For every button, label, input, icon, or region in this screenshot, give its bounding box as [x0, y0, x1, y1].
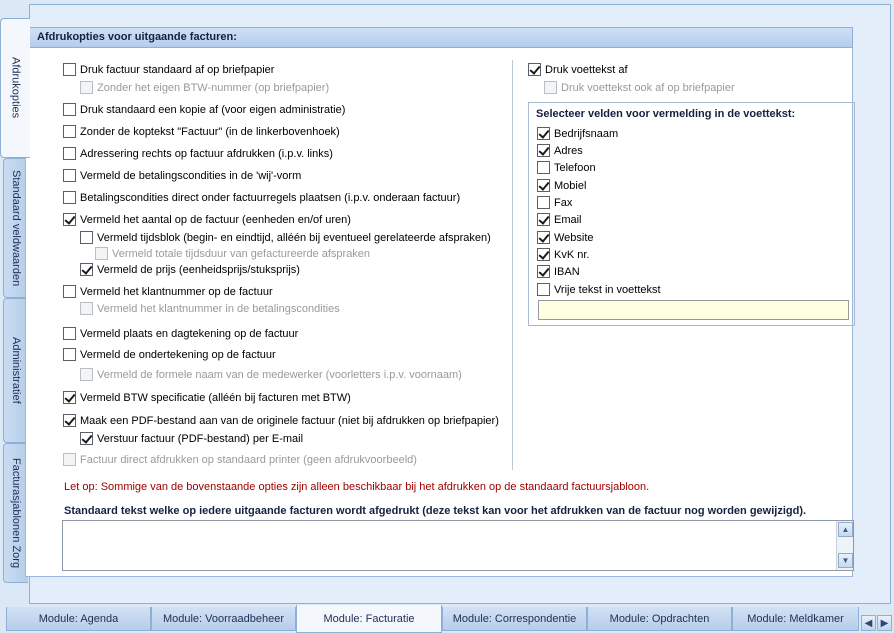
- checkbox-label: Vermeld tijdsblok (begin- en eindtijd, alléén bij eventueel gerelateerde afspraken): [97, 231, 491, 244]
- option-checkbox[interactable]: [63, 327, 298, 340]
- checkbox-unchecked: [63, 453, 76, 466]
- checkbox-checked[interactable]: [537, 144, 550, 157]
- checkbox-unchecked[interactable]: [63, 327, 76, 340]
- footer-field-checkbox[interactable]: [537, 265, 580, 278]
- module-tab-correspondentie[interactable]: [442, 607, 587, 631]
- checkbox-unchecked[interactable]: [80, 231, 93, 244]
- checkbox-label: Vermeld het klantnummer in de betalingscondities: [97, 302, 340, 315]
- checkbox-label: Website: [554, 231, 594, 244]
- checkbox-label: Betalingscondities direct onder factuurregels plaatsen (i.p.v. onderaan factuur): [80, 191, 461, 204]
- checkbox-unchecked[interactable]: [63, 191, 76, 204]
- checkbox-label: Vermeld de ondertekening op de factuur: [80, 348, 276, 361]
- option-checkbox: [95, 247, 370, 260]
- module-tabs: [0, 605, 894, 633]
- option-checkbox[interactable]: [80, 231, 491, 244]
- checkbox-label: KvK nr.: [554, 248, 590, 261]
- option-checkbox[interactable]: [63, 169, 301, 182]
- checkbox-unchecked[interactable]: [63, 147, 76, 160]
- checkbox-label: Email: [554, 213, 582, 226]
- option-checkbox[interactable]: [63, 103, 345, 116]
- checkbox-unchecked[interactable]: [63, 63, 76, 76]
- side-tab-label: Standaard veldwaarden: [10, 169, 22, 287]
- footer-field-checkbox[interactable]: [537, 196, 572, 209]
- checkbox-label: Vermeld totale tijdsduur van gefactureerde afspraken: [112, 247, 371, 260]
- option-checkbox[interactable]: [63, 63, 274, 76]
- side-tab-label: Administratief: [10, 337, 22, 404]
- footer-fields-title: Selecteer velden voor vermelding in de voettekst:: [536, 108, 796, 120]
- checkbox-label: Druk voettekst ook af op briefpapier: [561, 81, 735, 94]
- checkbox-label: Vermeld het klantnummer op de factuur: [80, 285, 273, 298]
- checkbox-checked[interactable]: [63, 414, 76, 427]
- checkbox-unchecked: [80, 368, 93, 381]
- option-checkbox[interactable]: [63, 191, 460, 204]
- checkbox-label: Mobiel: [554, 179, 587, 192]
- option-checkbox: [80, 81, 329, 94]
- option-checkbox: [80, 302, 340, 315]
- print-footer-checkbox[interactable]: [528, 63, 628, 76]
- option-checkbox: [63, 453, 417, 466]
- module-tab-voorraadbeheer[interactable]: [151, 607, 296, 631]
- checkbox-label: Telefoon: [554, 161, 596, 174]
- footer-field-checkbox[interactable]: [537, 248, 589, 261]
- checkbox-unchecked[interactable]: [63, 285, 76, 298]
- chevron-down-icon[interactable]: ▼: [838, 553, 853, 568]
- checkbox-label: Vermeld de formele naam van de medewerker (voorletters i.p.v. voornaam): [97, 368, 462, 381]
- standard-text-scrollbar[interactable]: [836, 521, 853, 570]
- checkbox-checked[interactable]: [537, 265, 550, 278]
- checkbox-unchecked: [80, 302, 93, 315]
- footer-free-text-input[interactable]: [538, 300, 849, 320]
- module-tab-meldkamer[interactable]: [732, 607, 859, 631]
- option-checkbox[interactable]: [63, 285, 273, 298]
- option-checkbox[interactable]: [63, 147, 333, 160]
- side-tab-label: Afdrukopties: [9, 57, 22, 119]
- option-checkbox[interactable]: [80, 263, 300, 276]
- footer-field-checkbox[interactable]: [537, 144, 583, 157]
- chevron-right-icon[interactable]: ▶: [877, 615, 892, 631]
- checkbox-unchecked: [95, 247, 108, 260]
- checkbox-checked[interactable]: [537, 213, 550, 226]
- footer-field-checkbox[interactable]: [537, 161, 596, 174]
- checkbox-unchecked[interactable]: [537, 196, 550, 209]
- checkbox-unchecked[interactable]: [537, 161, 550, 174]
- checkbox-checked[interactable]: [80, 432, 93, 445]
- module-tab-label: Module: Agenda: [38, 612, 119, 625]
- checkbox-checked[interactable]: [528, 63, 541, 76]
- checkbox-label: Adressering rechts op factuur afdrukken (i.p.v. links): [80, 147, 333, 160]
- checkbox-unchecked[interactable]: [63, 169, 76, 182]
- checkbox-label: Zonder de koptekst "Factuur" (in de linkerbovenhoek): [80, 125, 340, 138]
- option-checkbox[interactable]: [63, 348, 276, 361]
- option-checkbox: [80, 368, 462, 381]
- checkbox-label: Vrije tekst in voettekst: [554, 283, 661, 296]
- option-checkbox[interactable]: [63, 414, 499, 427]
- checkbox-checked[interactable]: [63, 213, 76, 226]
- checkbox-label: Vermeld BTW specificatie (alléén bij facturen met BTW): [80, 391, 351, 404]
- checkbox-label: Bedrijfsnaam: [554, 127, 619, 140]
- checkbox-label: Vermeld plaats en dagtekening op de factuur: [80, 327, 299, 340]
- checkbox-label: Verstuur factuur (PDF-bestand) per E-mail: [97, 432, 304, 445]
- standard-text-label: Standaard tekst welke op iedere uitgaande facturen wordt afgedrukt (deze tekst kan voor het afdrukken van de factuur nog worden gewijzigd).: [64, 505, 807, 517]
- module-tab-label: Module: Meldkamer: [747, 612, 844, 625]
- checkbox-unchecked[interactable]: [63, 125, 76, 138]
- module-tab-facturatie[interactable]: [296, 605, 442, 633]
- checkbox-label: IBAN: [554, 265, 580, 278]
- module-tab-label: Module: Facturatie: [323, 612, 415, 625]
- checkbox-checked[interactable]: [537, 248, 550, 261]
- checkbox-label: Druk voettekst af: [545, 63, 628, 76]
- checkbox-label: Vermeld de betalingscondities in de 'wij'-vorm: [80, 169, 302, 182]
- footer-field-checkbox[interactable]: [537, 179, 586, 192]
- section-title: Afdrukopties voor uitgaande facturen:: [25, 27, 853, 48]
- standard-text-area[interactable]: [62, 520, 854, 571]
- checkbox-label: Vermeld het aantal op de factuur (eenheden en/of uren): [80, 213, 351, 226]
- module-tab-label: Module: Correspondentie: [452, 612, 577, 625]
- option-checkbox[interactable]: [80, 432, 303, 445]
- side-tab-afdrukopties[interactable]: [0, 18, 30, 158]
- module-tab-label: Module: Voorraadbeheer: [162, 612, 285, 625]
- checkbox-unchecked[interactable]: [63, 348, 76, 361]
- checkbox-label: Zonder het eigen BTW-nummer (op briefpapier): [97, 81, 330, 94]
- footer-field-checkbox[interactable]: [537, 283, 661, 296]
- note-text: Let op: Sommige van de bovenstaande opties zijn alleen beschikbaar bij het afdrukken op de standaard factuursjabloon.: [64, 481, 650, 493]
- checkbox-label: Druk standaard een kopie af (voor eigen administratie): [80, 103, 346, 116]
- side-tab-label: Facturasjablonen Zorg: [10, 457, 22, 569]
- checkbox-label: Adres: [554, 144, 583, 157]
- option-checkbox[interactable]: [63, 125, 340, 138]
- checkbox-checked[interactable]: [537, 231, 550, 244]
- checkbox-unchecked: [80, 81, 93, 94]
- option-checkbox[interactable]: [63, 391, 351, 404]
- module-tab-agenda[interactable]: [6, 607, 151, 631]
- checkbox-checked[interactable]: [537, 179, 550, 192]
- checkbox-unchecked[interactable]: [537, 283, 550, 296]
- checkbox-checked[interactable]: [80, 263, 93, 276]
- module-tab-opdrachten[interactable]: [587, 607, 732, 631]
- column-divider: [512, 60, 513, 470]
- chevron-up-icon[interactable]: ▲: [838, 522, 853, 537]
- footer-field-checkbox[interactable]: [537, 231, 594, 244]
- checkbox-checked[interactable]: [537, 127, 550, 140]
- checkbox-label: Vermeld de prijs (eenheidsprijs/stuksprijs): [97, 263, 300, 276]
- checkbox-unchecked: [544, 81, 557, 94]
- checkbox-label: Maak een PDF-bestand aan van de originele factuur (niet bij afdrukken op briefpapier): [80, 414, 499, 427]
- option-checkbox[interactable]: [63, 213, 351, 226]
- footer-field-checkbox[interactable]: [537, 213, 582, 226]
- module-tab-label: Module: Opdrachten: [609, 612, 710, 625]
- checkbox-label: Fax: [554, 196, 573, 209]
- checkbox-label: Factuur direct afdrukken op standaard printer (geen afdrukvoorbeeld): [80, 453, 417, 466]
- footer-field-checkbox[interactable]: [537, 127, 618, 140]
- checkbox-checked[interactable]: [63, 391, 76, 404]
- checkbox-unchecked[interactable]: [63, 103, 76, 116]
- checkbox-label: Druk factuur standaard af op briefpapier: [80, 63, 275, 76]
- footer-letterhead-checkbox: [544, 81, 735, 94]
- chevron-left-icon[interactable]: ◀: [861, 615, 876, 631]
